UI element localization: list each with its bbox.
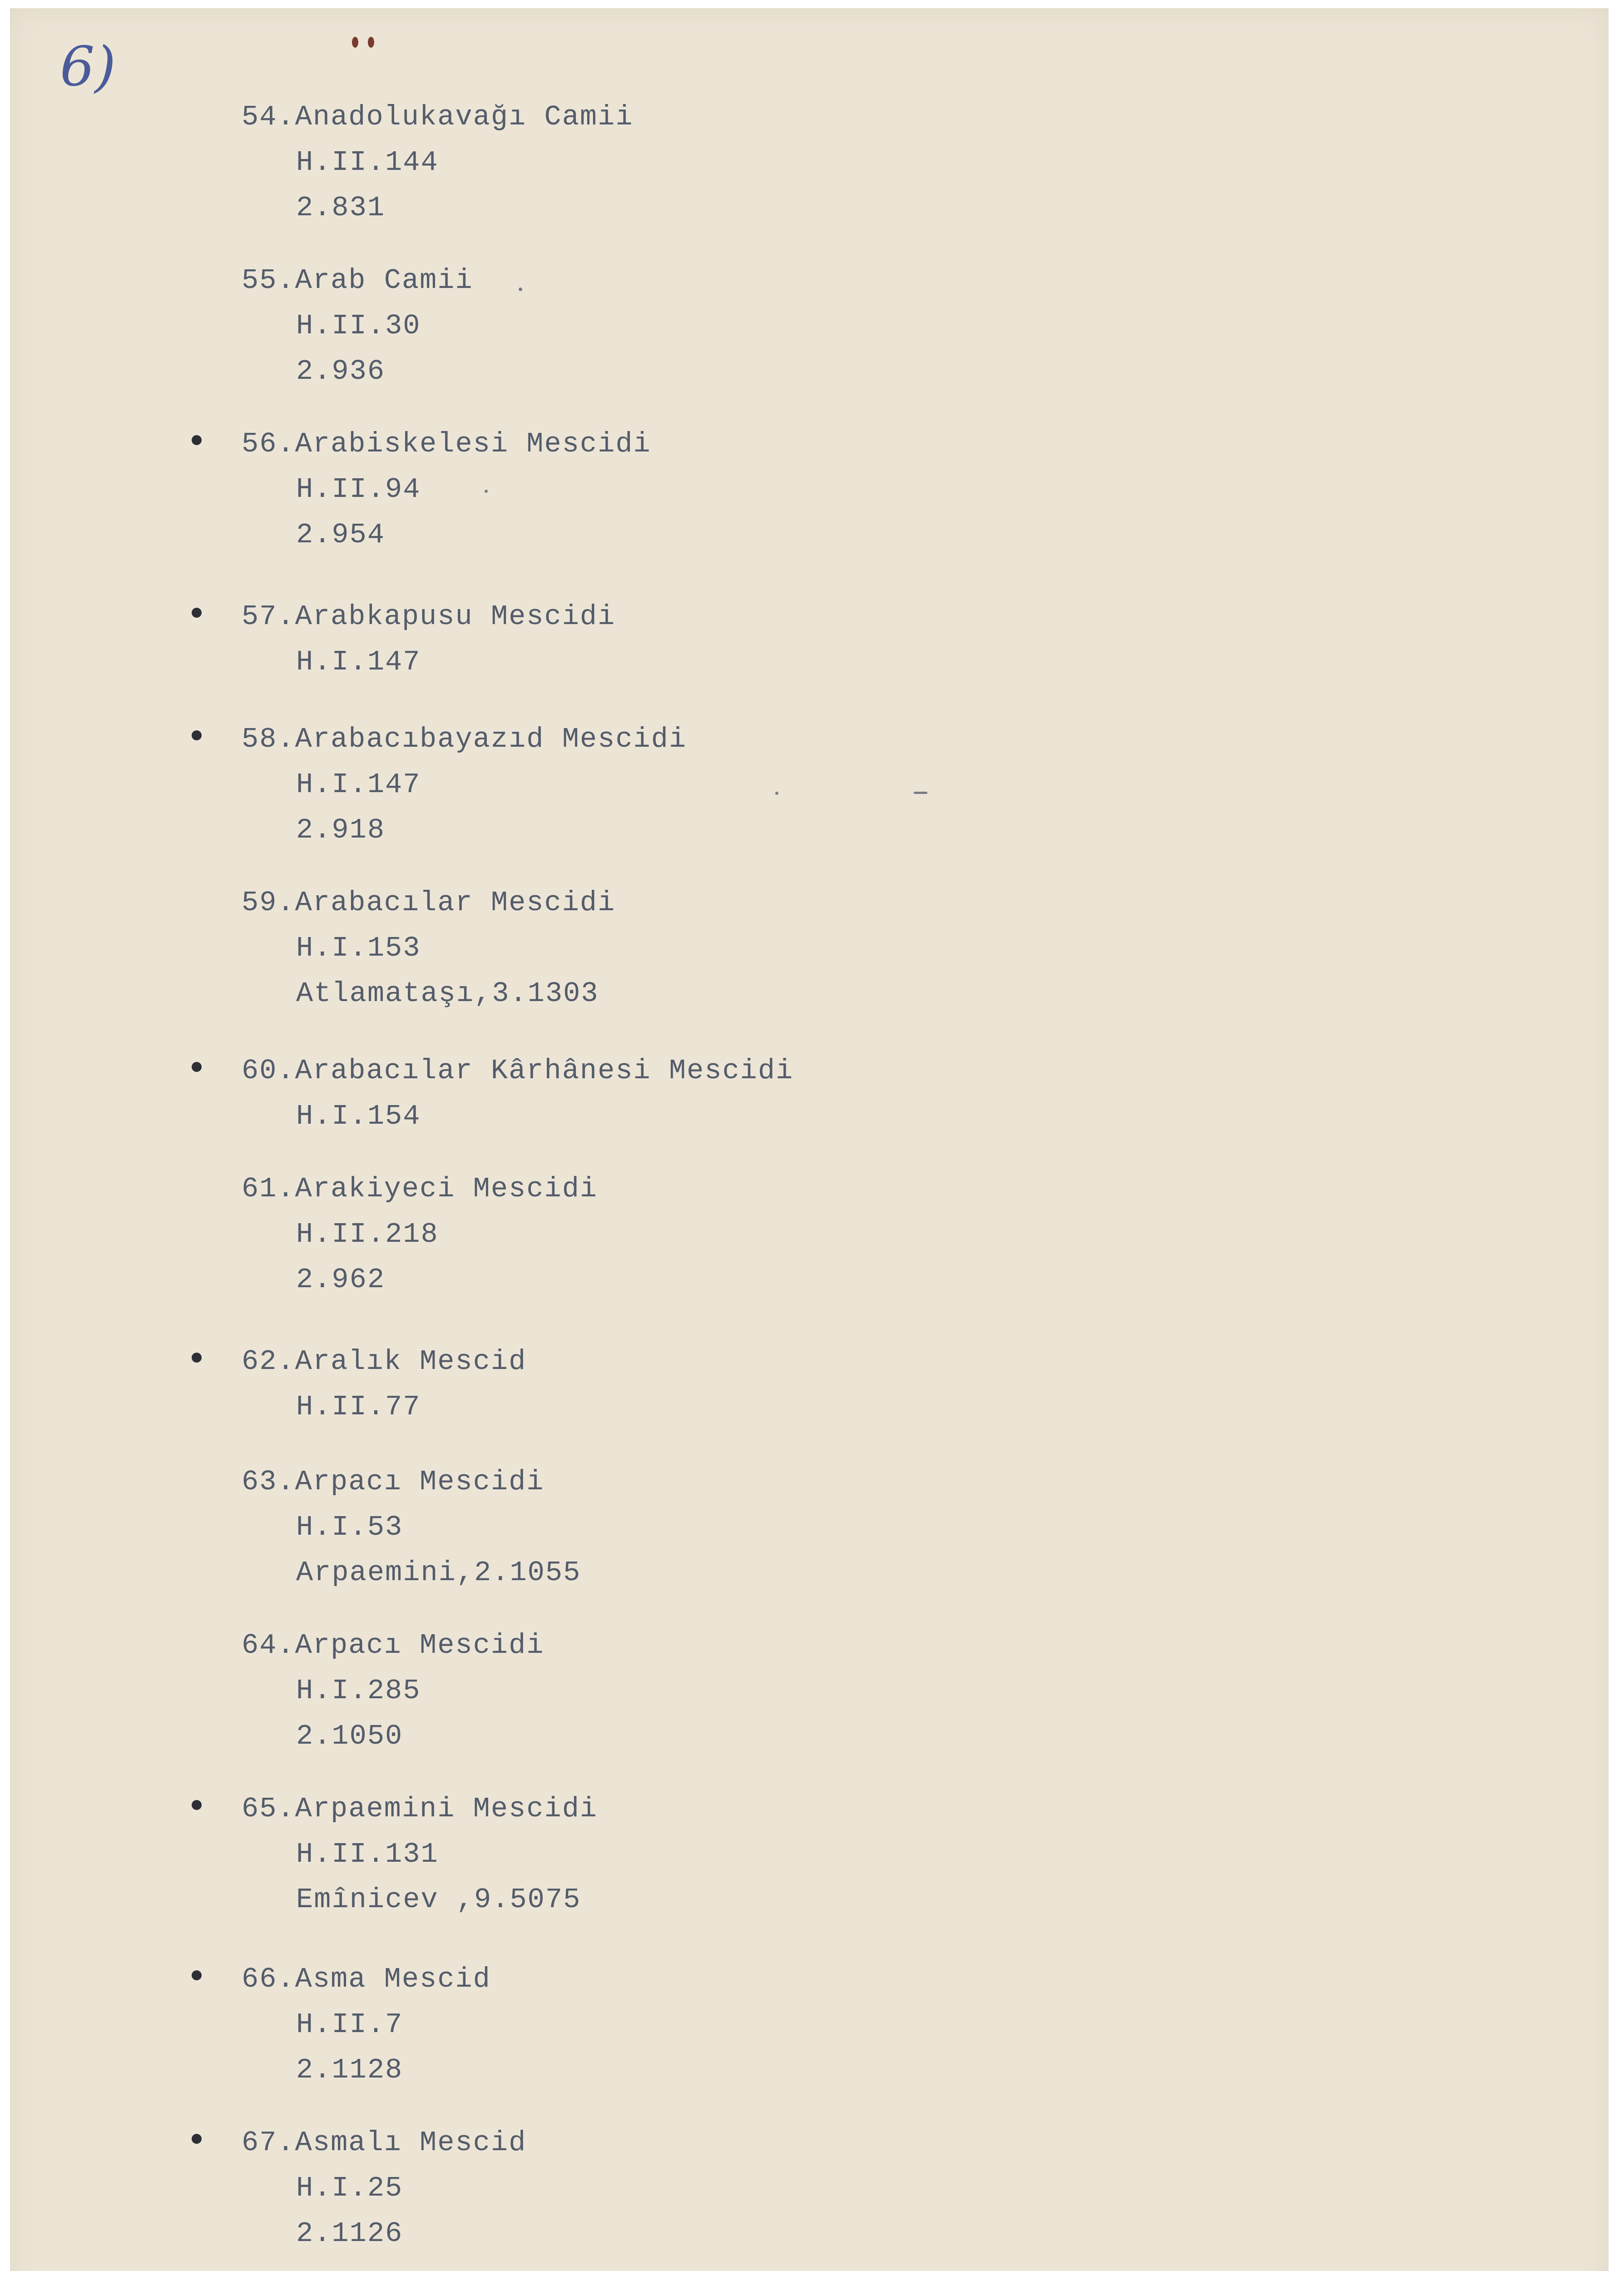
- entry-title: 66.Asma Mescid: [242, 1963, 491, 1995]
- entry-66: [242, 1957, 491, 2093]
- entry-reference: H.II.94: [296, 473, 421, 506]
- entry-reference: H.I.147: [296, 769, 421, 801]
- entry-reference: Emînicev ,9.5075: [296, 1884, 581, 1916]
- entry-reference: 2.936: [296, 355, 386, 387]
- entry-reference: H.II.218: [296, 1218, 439, 1250]
- entry-reference: H.II.30: [296, 310, 421, 342]
- entry-reference: 2.962: [296, 1264, 386, 1296]
- entry-62: [242, 1339, 526, 1430]
- entry-64: [242, 1623, 545, 1759]
- bullet-mark: [192, 730, 202, 740]
- entry-reference: H.II.7: [296, 2008, 403, 2041]
- entry-reference: H.I.147: [296, 646, 421, 678]
- entry-reference: H.I.53: [296, 1511, 403, 1543]
- entry-title: 56.Arabiskelesi Mescidi: [242, 428, 651, 460]
- ink-speck: [914, 792, 927, 794]
- entry-reference: 2.954: [296, 519, 386, 551]
- entry-reference: 2.831: [296, 192, 386, 224]
- entry-65: [242, 1786, 598, 1923]
- bullet-mark: [192, 2134, 202, 2144]
- ink-speck: [775, 792, 778, 795]
- entry-title: 54.Anadolukavağı Camii: [242, 101, 634, 133]
- entry-reference: 2.1128: [296, 2054, 403, 2086]
- entry-reference: 2.918: [296, 814, 386, 846]
- entry-reference: H.II.144: [296, 146, 439, 179]
- entry-57: [242, 594, 615, 685]
- ink-speck: [519, 288, 522, 291]
- entry-title: 64.Arpacı Mescidi: [242, 1629, 545, 1661]
- entry-title: 62.Aralık Mescid: [242, 1345, 527, 1378]
- entry-reference: H.I.154: [296, 1100, 421, 1132]
- entry-59: [242, 880, 615, 1016]
- entry-56: [242, 421, 651, 558]
- entry-title: 59.Arabacılar Mescidi: [242, 887, 616, 919]
- entry-reference: 2.1050: [296, 1720, 403, 1752]
- entry-reference: H.I.153: [296, 932, 421, 964]
- entry-title: 67.Asmalı Mescid: [242, 2127, 527, 2159]
- entry-61: [242, 1166, 598, 1303]
- ink-speck: [485, 490, 488, 493]
- entry-title: 60.Arabacılar Kârhânesi Mescidi: [242, 1055, 794, 1087]
- entry-title: 58.Arabacıbayazıd Mescidi: [242, 723, 687, 755]
- pin-marks: [348, 33, 380, 60]
- entry-reference: H.I.25: [296, 2172, 403, 2204]
- entry-reference: Atlamataşı,3.1303: [296, 977, 599, 1010]
- page-number: 6): [60, 35, 116, 99]
- entry-title: 65.Arpaemini Mescidi: [242, 1793, 598, 1825]
- entry-reference: H.II.131: [296, 1838, 439, 1870]
- entry-63: [242, 1459, 581, 1596]
- entry-58: [242, 717, 687, 853]
- document-page: [10, 8, 1609, 2271]
- bullet-mark: [192, 435, 202, 445]
- entry-title: 55.Arab Camii: [242, 264, 473, 297]
- bullet-mark: [192, 1800, 202, 1810]
- entry-54: [242, 94, 634, 231]
- entry-reference: 2.1126: [296, 2217, 403, 2250]
- entry-67: [242, 2120, 526, 2256]
- entry-title: 61.Arakiyeci Mescidi: [242, 1173, 598, 1205]
- entry-60: [242, 1048, 793, 1139]
- bullet-mark: [192, 608, 202, 618]
- bullet-mark: [192, 1353, 202, 1363]
- bullet-mark: [192, 1062, 202, 1072]
- entry-55: [242, 258, 473, 394]
- entry-title: 63.Arpacı Mescidi: [242, 1466, 545, 1498]
- bullet-mark: [192, 1970, 202, 1980]
- entry-reference: H.I.285: [296, 1675, 421, 1707]
- entry-reference: Arpaemini,2.1055: [296, 1557, 581, 1589]
- entry-title: 57.Arabkapusu Mescidi: [242, 600, 616, 633]
- entry-reference: H.II.77: [296, 1391, 421, 1423]
